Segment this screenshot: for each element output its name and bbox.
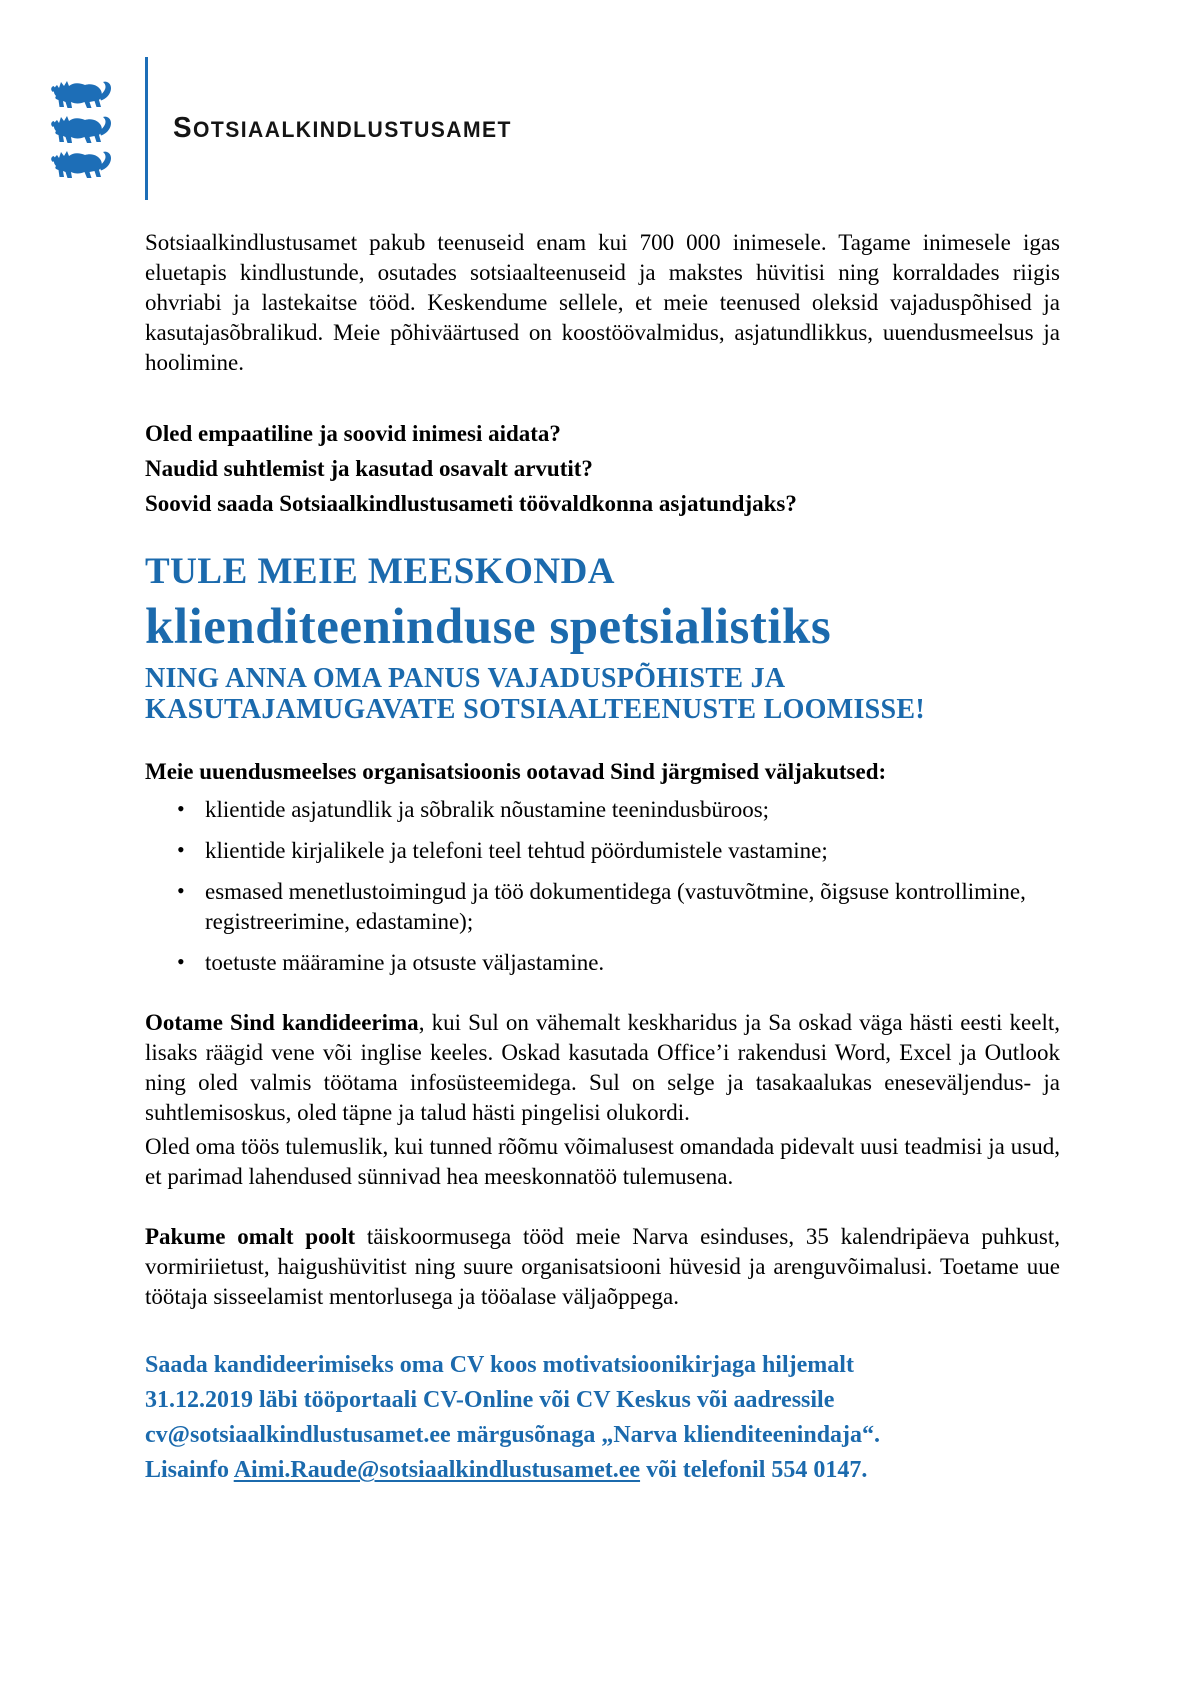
contact-email-link[interactable]: Aimi.Raude@sotsiaalkindlustusamet.ee (233, 1457, 641, 1483)
subtitle-line: NING ANNA OMA PANUS VAJADUSPÕHISTE JA (145, 663, 786, 694)
apply-contact-suffix: või telefonil 554 0147. (640, 1457, 868, 1483)
org-name: SOTSIAALKINDLUSTUSAMET (173, 112, 512, 144)
subtitle-line: KASUTAJAMUGAVATE SOTSIAALTEENUSTE LOOMISSE! (145, 694, 926, 725)
offer-lead-bold: Pakume omalt poolt (145, 1224, 356, 1249)
intro-paragraph: Sotsiaalkindlustusamet pakub teenuseid enam kui 700 000 inimesele. Tagame inimesele igas eluetapis kindlustunde, osutades sotsiaalteenuseid ja makstes hüvitisi ning korraldades riigis ohvriabi ja lastekaitse tööd. Keskendume sellele, et meie teenused oleksid vajaduspõhised ja kasutajasõbralikud. Meie põhiväärtused on koostöövalmidus, asjatundlikkus, uuendusmeelsus ja hoolimine. (145, 230, 1060, 375)
list-item-text: klientide kirjalikele ja telefoni teel tehtud pöördumistele vastamine; (205, 838, 828, 863)
apply-line (145, 1453, 1060, 1488)
document-header (48, 57, 1200, 200)
logo-divider-line (145, 57, 148, 200)
job-title: klienditeeninduse spetsialistiks (145, 599, 832, 655)
bullet-icon: • (177, 949, 185, 974)
expectations-second-paragraph: Oled oma töös tulemuslik, kui tunned rõõmu võimalusest omandada pidevalt uusi teadmisi ja usud, et parimad lahendused sünnivad hea meeskonnatöö tulemusena. (145, 1134, 1060, 1189)
bullet-icon: • (177, 878, 185, 903)
list-item (145, 877, 1060, 937)
headline-kicker: TULE MEIE MEESKONDA (145, 551, 616, 592)
bullet-icon: • (177, 837, 185, 862)
question-line: Naudid suhtlemist ja kasutad osavalt arvutit? (145, 456, 593, 481)
apply-line: cv@sotsiaalkindlustusamet.ee märgusõnaga „Narva klienditeenindaja“. (145, 1422, 881, 1448)
list-item-text: toetuste määramine ja otsuste väljastamine. (205, 950, 605, 975)
list-item-text: esmased menetlustoimingud ja töö dokumentidega (vastuvõtmine, õigsuse kontrollimine, registreerimine, edastamine); (205, 879, 1026, 934)
questions-block (145, 416, 1060, 521)
estonia-three-lions-icon (48, 78, 114, 180)
list-item (145, 795, 1060, 825)
expectations-lead-bold: Ootame Sind kandideerima (145, 1010, 419, 1035)
list-item (145, 948, 1060, 978)
list-item (145, 836, 1060, 866)
offer-paragraph (145, 1222, 1060, 1312)
apply-contact-prefix: Lisainfo (145, 1457, 234, 1483)
question-line: Oled empaatiline ja soovid inimesi aidata? (145, 421, 561, 446)
apply-block (145, 1348, 1060, 1488)
apply-line: Saada kandideerimiseks oma CV koos motivatsioonikirjaga hiljemalt (145, 1352, 854, 1378)
challenges-list (145, 795, 1060, 978)
expectations-paragraph (145, 1008, 1060, 1128)
challenges-lead: Meie uuendusmeelses organisatsioonis ootavad Sind järgmised väljakutsed: (145, 759, 887, 784)
document-body (145, 228, 1060, 1488)
list-item-text: klientide asjatundlik ja sõbralik nõustamine teenindusbüroos; (205, 797, 770, 822)
apply-line: 31.12.2019 läbi tööportaali CV-Online või CV Keskus või aadressile (145, 1387, 835, 1413)
expectations-lead-rest: , kui Sul on vähemalt keskharidus ja Sa oskad väga hästi eesti keelt, lisaks räägid vene või inglise keeles. Oskad kasutada Office’i rakendusi Word, Excel ja Outlook ning oled valmis töötama infosüsteemidega. Sul on selge ja tasakaalukas eneseväljendus- ja suhtlemisoskus, oled täpne ja talud hästi pingelisi olukordi. (145, 1010, 1060, 1125)
question-line: Soovid saada Sotsiaalkindlustusameti töövaldkonna asjatundjaks? (145, 491, 797, 516)
headline-subtitle (145, 663, 1060, 725)
offer-lead-rest: täiskoormusega tööd meie Narva esinduses, 35 kalendripäeva puhkust, vormiriietust, haigushüvitist ning suure organisatsiooni hüvesid ja arenguvõimalusi. Toetame uue töötaja sisseelamist mentorlusega ja tööalase väljaõppega. (145, 1224, 1060, 1309)
bullet-icon: • (177, 796, 185, 821)
